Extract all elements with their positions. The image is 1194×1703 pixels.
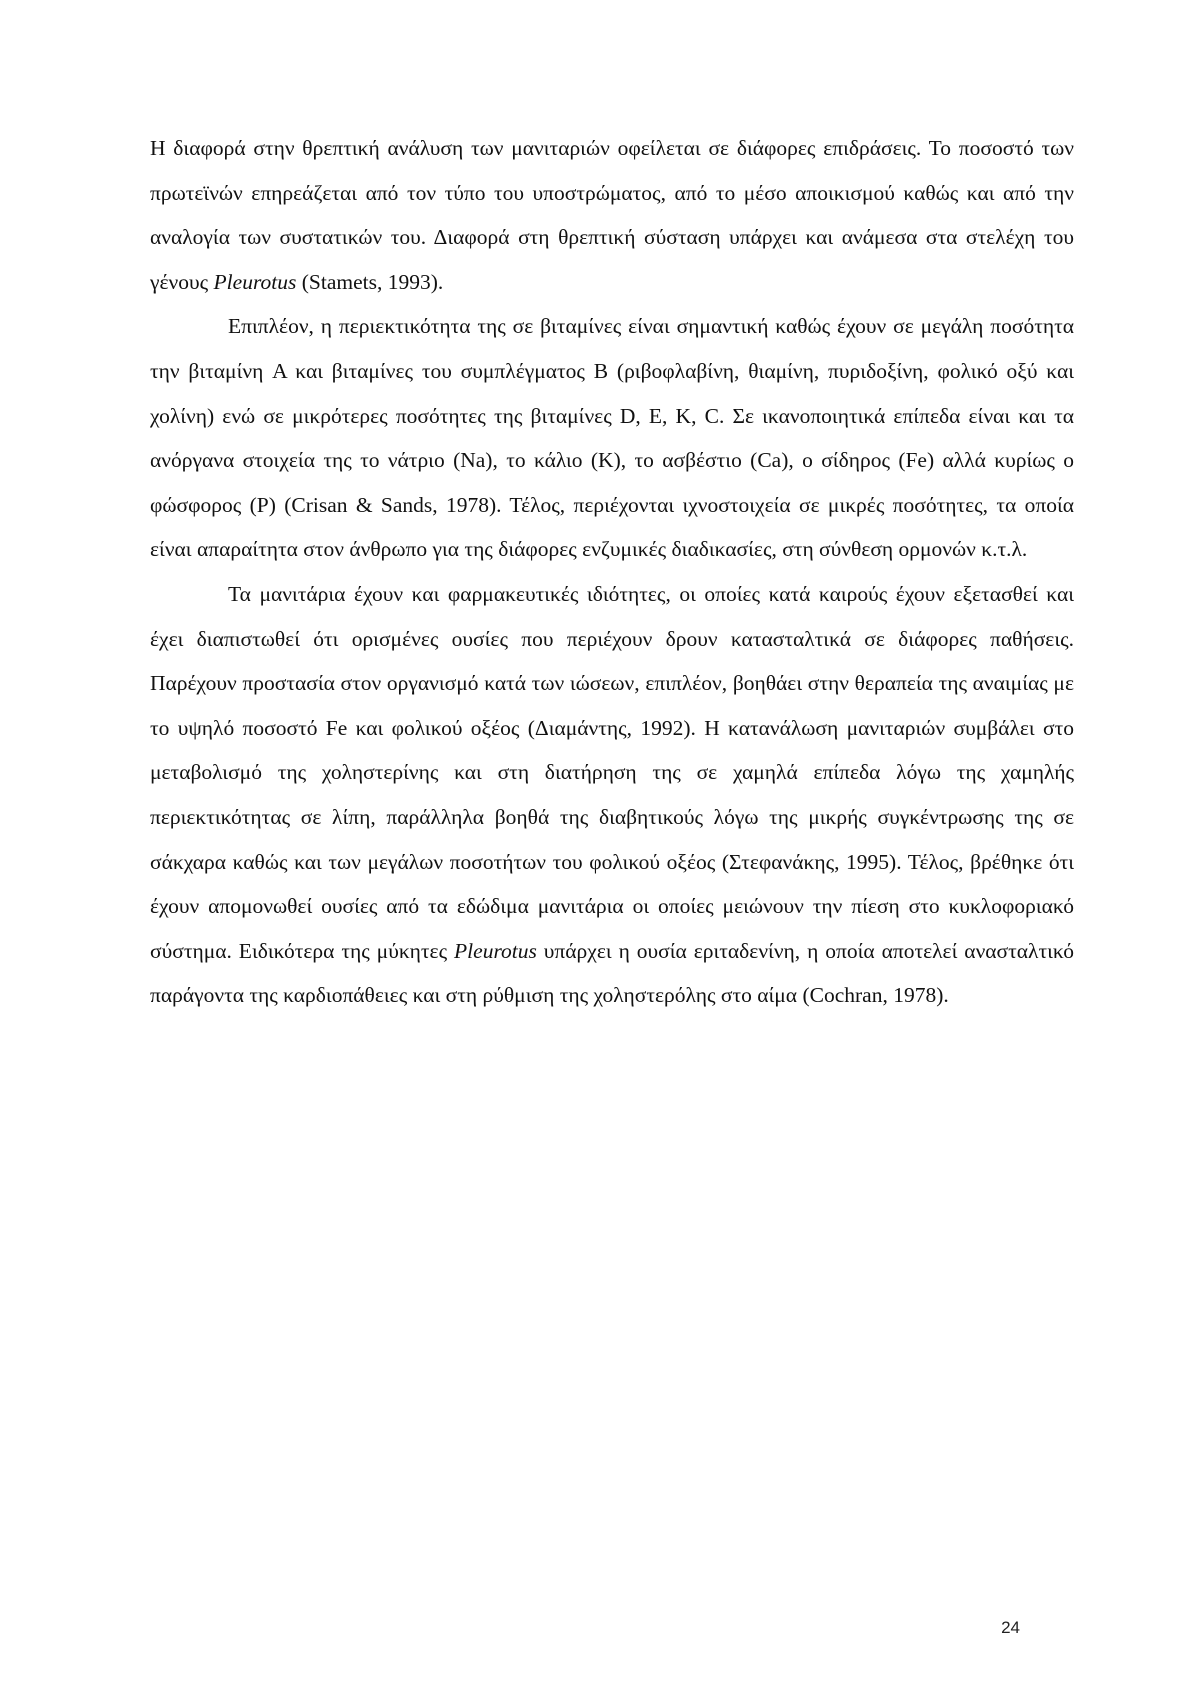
italic-term: Pleurotus bbox=[454, 938, 537, 963]
paragraph-1 bbox=[150, 126, 1074, 304]
text-run: (Stamets, 1993). bbox=[296, 269, 444, 294]
italic-term: Pleurotus bbox=[213, 269, 297, 294]
page-number: 24 bbox=[1001, 1618, 1020, 1637]
text-run: Η διαφορά στην θρεπτική ανάλυση των μανιταριών οφείλεται σε διάφορες επιδράσεις. Το ποσοστό των πρωτεϊνών επηρεάζεται από τον τύπο του υποστρώματος, από το μέσο αποικισμού καθώς και από την αναλογία των συστατικών του. Διαφορά στη θρεπτική σύσταση υπάρχει και ανάμεσα στα στελέχη του γένους bbox=[150, 136, 1074, 294]
text-run: Επιπλέον, η περιεκτικότητα της σε βιταμίνες είναι σημαντική καθώς έχουν σε μεγάλη ποσότητα την βιταμίνη A και βιταμίνες του συμπλέγματος B (ριβοφλαβίνη, θιαμίνη, πυριδοξίνη, φολικό οξύ και χολίνη) ενώ σε μικρότερες ποσότητες της βιταμίνες D, E, K, C. Σε ικανοποιητικά επίπεδα είναι και τα ανόργανα στοιχεία της το νάτριο (Na), το κάλιο (K), το ασβέστιο (Ca), ο σίδηρος (Fe) αλλά κυρίως ο φώσφορος (P) (Crisan & Sands, 1978). Τέλος, περιέχονται ιχνοστοιχεία σε μικρές ποσότητες, τα οποία είναι απαραίτητα στον άνθρωπο για της διάφορες ενζυμικές διαδικασίες, στη σύνθεση ορμονών κ.τ.λ. bbox=[150, 314, 1074, 562]
paragraph-2 bbox=[150, 304, 1074, 572]
paragraph-3 bbox=[150, 572, 1074, 1018]
document-body bbox=[150, 126, 1074, 1018]
text-run: Τα μανιτάρια έχουν και φαρμακευτικές ιδιότητες, οι οποίες κατά καιρούς έχουν εξετασθεί και έχει διαπιστωθεί ότι ορισμένες ουσίες που περιέχουν δρουν κατασταλτικά σε διάφορες παθήσεις. Παρέχουν προστασία στον οργανισμό κατά των ιώσεων, επιπλέον, βοηθάει στην θεραπεία της αναιμίας με το υψηλό ποσοστό Fe και φολικού οξέος (Διαμάντης, 1992). Η κατανάλωση μανιταριών συμβάλει στο μεταβολισμό της χοληστερίνης και στη διατήρηση της σε χαμηλά επίπεδα λόγω της χαμηλής περιεκτικότητας σε λίπη, παράλληλα βοηθά της διαβητικούς λόγω της μικρής συγκέντρωσης της σε σάκχαρα καθώς και των μεγάλων ποσοτήτων του φολικού οξέος (Στεφανάκης, 1995). Τέλος, βρέθηκε ότι έχουν απομονωθεί ουσίες από τα εδώδιμα μανιτάρια οι οποίες μειώνουν την πίεση στο κυκλοφοριακό σύστημα. Ειδικότερα της μύκητες bbox=[150, 581, 1074, 963]
text-run: υπάρχει η ουσία εριταδενίνη, η οποία αποτελεί ανασταλτικό παράγοντα της καρδιοπάθειες και στη ρύθμιση της χοληστερόλης στο αίμα (Cochran, 1978). bbox=[150, 938, 1075, 1008]
